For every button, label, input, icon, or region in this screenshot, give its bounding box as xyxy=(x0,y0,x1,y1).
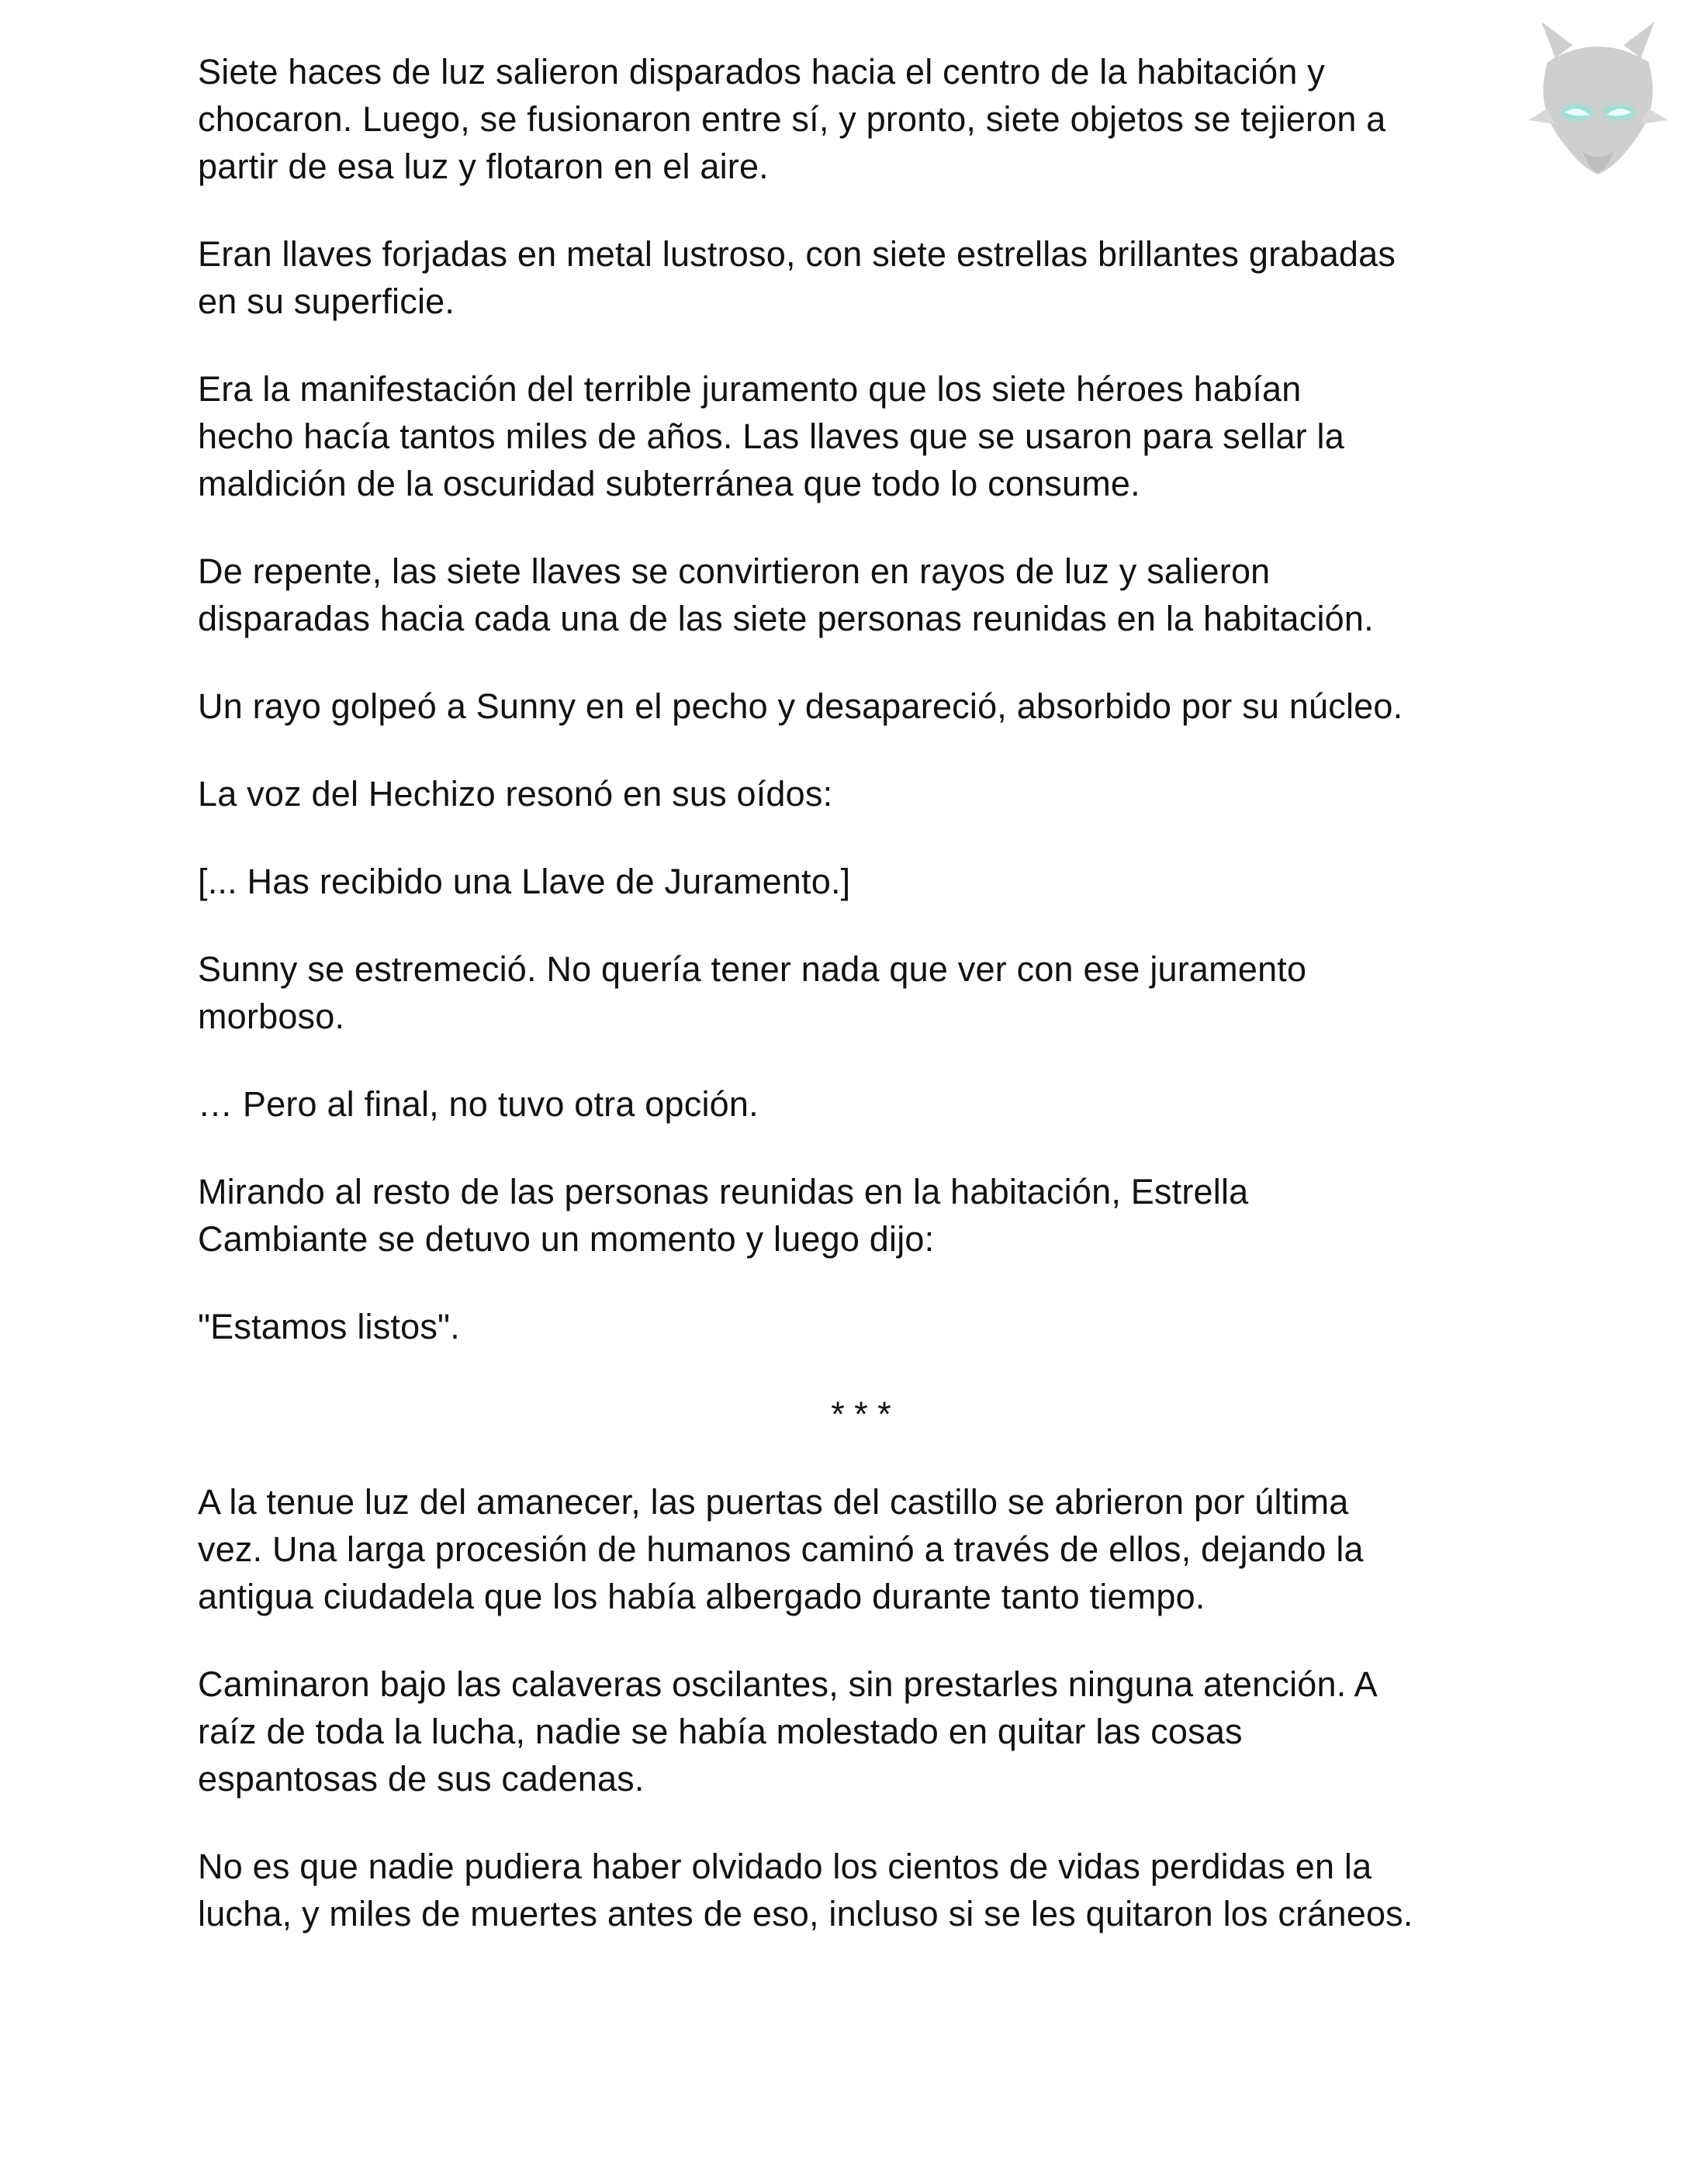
paragraph: … Pero al final, no tuvo otra opción. xyxy=(198,1084,759,1124)
paragraph: De repente, las siete llaves se convirtieron en rayos de luz y salieron disparadas hacia cada una de las siete personas reunidas en la habitación. xyxy=(198,551,1374,638)
paragraph: Mirando al resto de las personas reunidas en la habitación, Estrella Cambiante se detuvo un momento y luego dijo: xyxy=(198,1172,1249,1259)
paragraph: Era la manifestación del terrible juramento que los siete héroes habían hecho hacía tantos miles de años. Las llaves que se usaron para sellar la maldición de la oscuridad subterránea que todo lo consume. xyxy=(198,369,1344,503)
paragraph: Un rayo golpeó a Sunny en el pecho y desapareció, absorbido por su núcleo. xyxy=(198,686,1403,726)
paragraph: Sunny se estremeció. No quería tener nada que ver con ese juramento morboso. xyxy=(198,949,1307,1036)
paragraph: La voz del Hechizo resonó en sus oídos: xyxy=(198,774,833,814)
document-body xyxy=(198,48,1517,1978)
paragraph: Siete haces de luz salieron disparados hacia el centro de la habitación y chocaron. Luego, se fusionaron entre sí, y pronto, siete objetos se tejieron a partir de esa luz y flotaron en el aire. xyxy=(198,52,1386,186)
paragraph: Eran llaves forjadas en metal lustroso, con siete estrellas brillantes grabadas en su superficie. xyxy=(198,234,1396,321)
paragraph: No es que nadie pudiera haber olvidado los cientos de vidas perdidas en la lucha, y miles de muertes antes de eso, incluso si se les quitaron los cráneos. xyxy=(198,1847,1413,1933)
demon-head-icon xyxy=(1524,16,1672,186)
paragraph: [... Has recibido una Llave de Juramento.] xyxy=(198,862,851,901)
paragraph: Caminaron bajo las calaveras oscilantes, sin prestarles ninguna atención. A raíz de toda la lucha, nadie se había molestado en quitar las cosas espantosas de sus cadenas. xyxy=(198,1664,1378,1799)
section-separator: * * * xyxy=(831,1394,891,1434)
paragraph: A la tenue luz del amanecer, las puertas del castillo se abrieron por última vez. Una larga procesión de humanos caminó a través de ellos, dejando la antigua ciudadela que los había albergado durante tanto tiempo. xyxy=(198,1482,1364,1616)
paragraph: "Estamos listos". xyxy=(198,1307,460,1346)
